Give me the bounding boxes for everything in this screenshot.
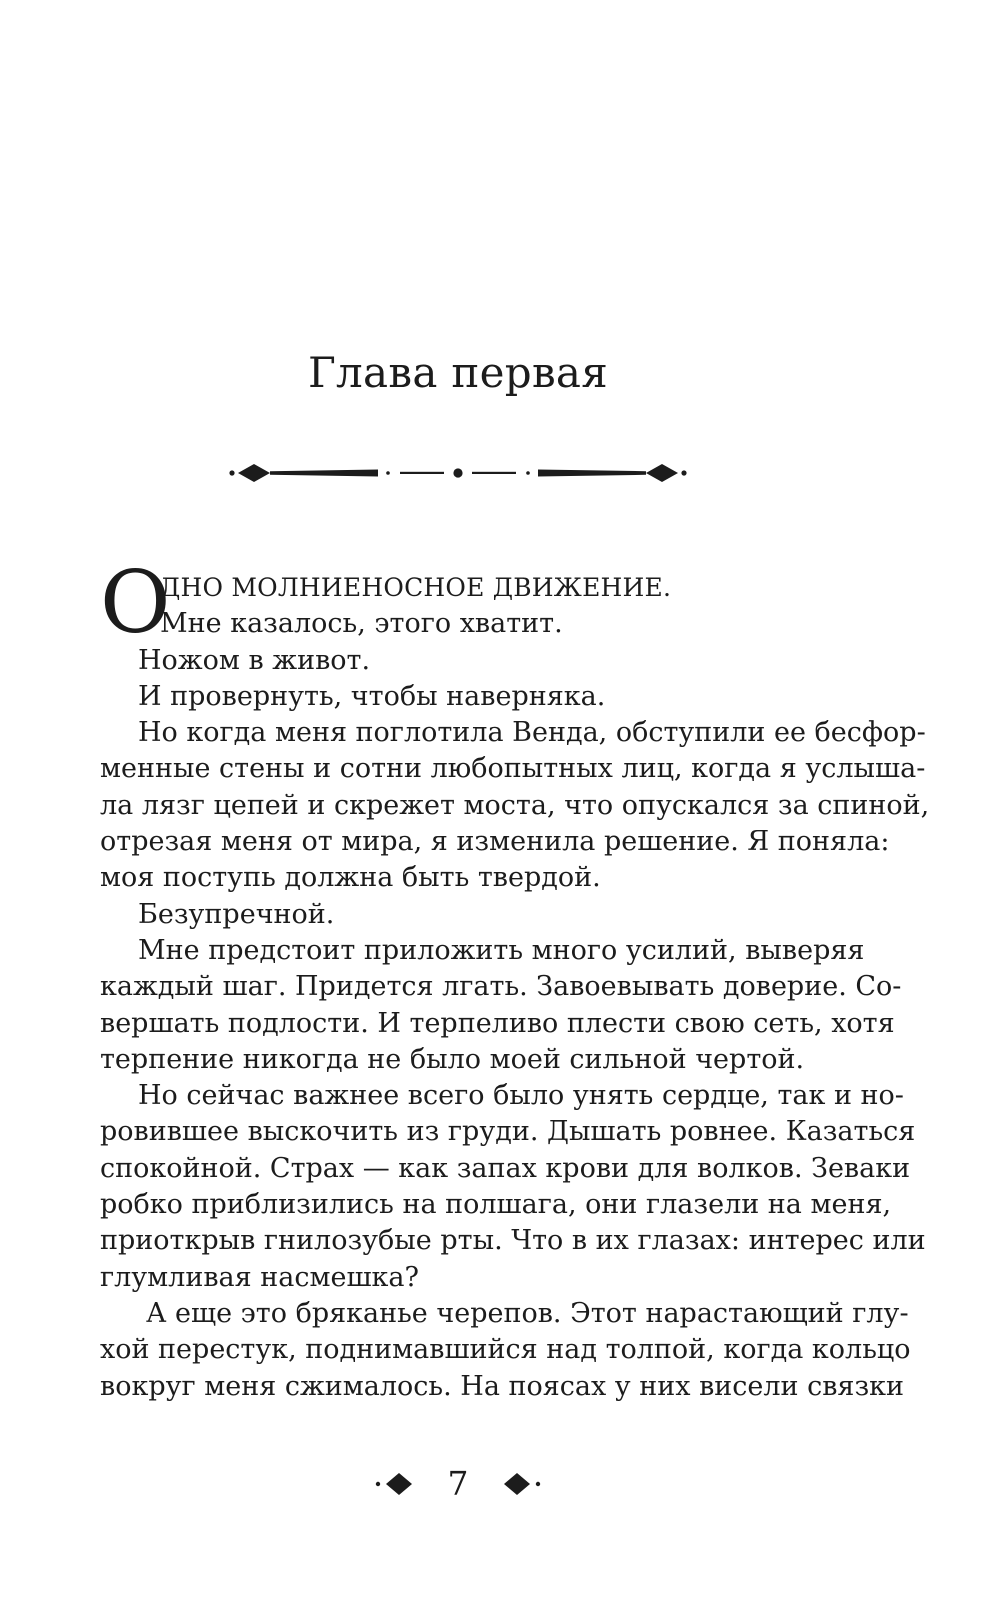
text-line: вокруг меня сжималось. На поясах у них висели связки (100, 1370, 905, 1402)
text-line: менные стены и сотни любопытных лиц, когда я услыша- (100, 753, 926, 785)
text-line: ДНО МОЛНИЕНОСНОЕ ДВИЖЕНИЕ. (160, 573, 672, 602)
page-number: 7 (447, 1464, 469, 1503)
drop-cap-letter: О (100, 553, 171, 653)
text-line: каждый шаг. Придется лгать. Завоевывать доверие. Со- (100, 971, 902, 1003)
text-line: вершать подлости. И терпеливо плести свою сеть, хотя (100, 1007, 895, 1039)
chapter-text (100, 570, 930, 1405)
ornament-dot-left-end (229, 470, 234, 475)
text-line: ровившее выскочить из груди. Дышать ровнее. Казаться (100, 1116, 916, 1148)
text-line: Ножом в живот. (138, 644, 371, 676)
text-line: глумливая насмешка? (100, 1261, 419, 1293)
text-line: ла лязг цепей и скрежет моста, что опускался за спиной, (100, 789, 930, 821)
text-line: робко приблизились на полшага, они глазели на меня, (100, 1189, 892, 1221)
text-line: И провернуть, чтобы наверняка. (138, 680, 606, 712)
chapter-divider-ornament (228, 458, 698, 488)
text-line: Но сейчас важнее всего было унять сердце, так и но- (138, 1080, 904, 1112)
ornament-diamond-right (646, 464, 678, 482)
ornament-dot-right-end (681, 470, 686, 475)
ornament-diamond-left (238, 464, 270, 482)
text-line: Безупречной. (138, 898, 335, 930)
text-line: приоткрыв гнилозубые рты. Что в их глазах: интерес или (100, 1225, 926, 1257)
text-line: моя поступь должна быть твердой. (100, 862, 601, 894)
page-footer (370, 1462, 570, 1506)
text-line: терпение никогда не было моей сильной чертой. (100, 1043, 805, 1075)
text-line: отрезая меня от мира, я изменила решение. Я поняла: (100, 826, 890, 858)
text-line: Но когда меня поглотила Венда, обступили ее бесфор- (138, 717, 926, 749)
text-line: Мне предстоит приложить много усилий, выверяя (138, 934, 865, 966)
text-line: Мне казалось, этого хватит. (160, 608, 563, 640)
ornament-center-dot (453, 468, 462, 477)
text-line: хой перестук, поднимавшийся над толпой, когда кольцо (100, 1334, 911, 1366)
text-line: спокойной. Страх — как запах крови для волков. Зеваки (100, 1152, 911, 1184)
chapter-title: Глава первая (307, 348, 609, 397)
text-line: А еще это бряканье черепов. Этот нарастающий глу- (146, 1297, 909, 1329)
